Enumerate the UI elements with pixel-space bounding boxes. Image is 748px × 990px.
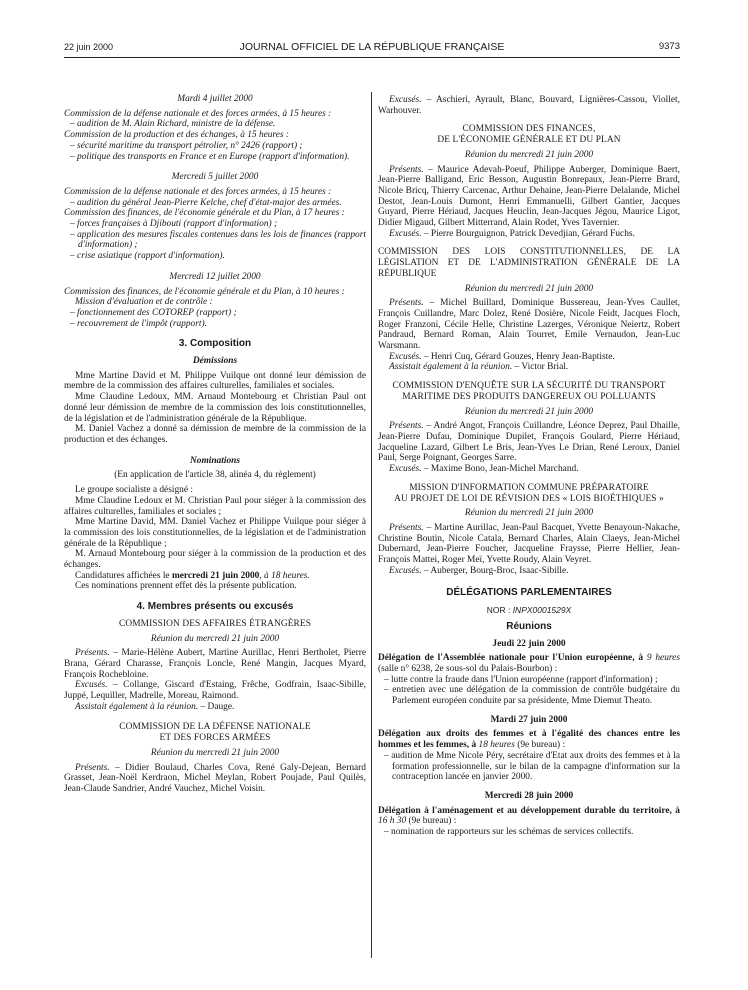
nor-reference: NOR : INPX0001529X bbox=[486, 605, 572, 616]
paragraph: Le groupe socialiste a désigné : bbox=[75, 485, 193, 496]
page-number: 9373 bbox=[658, 41, 680, 52]
agenda-item: – audition de M. Alain Richard, ministre de la défense. bbox=[70, 119, 276, 130]
paragraph: Mme Claudine Ledoux, MM. Arnaud Montebourg et Christian Paul ont donné leur démission de membre de la commission des lois constitutionnelles, de la législation et de l'administration générale de la République. bbox=[64, 392, 366, 424]
agenda-item: – lutte contre la fraude dans l'Union européenne (rapport d'information) ; bbox=[384, 674, 658, 685]
meeting-date: Réunion du mercredi 21 juin 2000 bbox=[150, 633, 280, 644]
attendance-excuses: Excusés. – Henri Cuq, Gérard Gouzes, Henry Jean-Baptiste. bbox=[389, 351, 615, 362]
agenda-commission: Commission des finances, de l'économie générale et du Plan, à 10 heures : bbox=[64, 286, 345, 297]
header-date: 22 juin 2000 bbox=[64, 42, 114, 52]
agenda-item: – forces françaises à Djibouti (rapport d'information) ; bbox=[70, 219, 278, 230]
day-heading: Mardi 4 juillet 2000 bbox=[177, 94, 253, 104]
day-heading: Mardi 27 juin 2000 bbox=[490, 714, 568, 725]
page-header bbox=[64, 42, 680, 56]
day-heading: Jeudi 22 juin 2000 bbox=[492, 638, 566, 649]
agenda-mission: Mission d'évaluation et de contrôle : bbox=[75, 297, 213, 308]
day-heading: Mercredi 5 juillet 2000 bbox=[171, 172, 259, 183]
right-column bbox=[378, 95, 680, 838]
agenda-item: – sécurité maritime du transport pétrolier, n° 2426 (rapport) ; bbox=[70, 140, 303, 151]
subsection-title: Nominations bbox=[189, 455, 240, 466]
attendance-excuses: Excusés. – Pierre Bourguignon, Patrick Devedjian, Gérard Fuchs. bbox=[389, 228, 635, 239]
candidatures-line: Candidatures affichées le mercredi 21 juin 2000, à 18 heures. bbox=[75, 570, 310, 581]
section-title: DÉLÉGATIONS PARLEMENTAIRES bbox=[446, 587, 612, 599]
meeting-date: Réunion du mercredi 21 juin 2000 bbox=[464, 283, 594, 294]
meeting-date: Réunion du mercredi 21 juin 2000 bbox=[150, 747, 280, 758]
attendance-presents: Présents. – Marie-Hélène Aubert, Martine Aurillac, Henri Bertholet, Pierre Brana, Gérard Charasse, François Loncle, René Mangin, Jacques Myard, François Rochebloine. bbox=[64, 648, 366, 680]
day-heading: Mercredi 28 juin 2000 bbox=[484, 790, 574, 801]
agenda-item: – recouvrement de l'impôt (rapport). bbox=[70, 318, 207, 329]
meeting-date: Réunion du mercredi 21 juin 2000 bbox=[464, 406, 594, 417]
agenda-item: – nomination de rapporteurs sur les schémas de services collectifs. bbox=[384, 827, 634, 838]
commission-title: MISSION D'INFORMATION COMMUNE PRÉPARATOIRE bbox=[409, 482, 649, 493]
attendance-presents: Présents. – Michel Buillard, Dominique Bussereau, Jean-Yves Caullet, François Cuillandre, Marc Dolez, René Dosière, Nicole Feidt, Jacques Floch, Roger Franzoni, Cécile Helle, Christine Lazerges, Véronique Neiertz, Robert Pandraud, Bernard Roman, Alain Tourret, Emile Vernaudon, Jean-Luc Warsmann. bbox=[378, 298, 680, 352]
left-column bbox=[64, 94, 366, 795]
agenda-item: – audition du général Jean-Pierre Kelche, chef d'état-major des armées. bbox=[70, 197, 342, 208]
agenda-commission: Commission de la défense nationale et des forces armées, à 15 heures : bbox=[64, 108, 332, 119]
meeting-date: Réunion du mercredi 21 juin 2000 bbox=[464, 149, 594, 160]
delegation-title: Délégation de l'Assemblée nationale pour l'Union européenne, à 9 heures (salle n° 6238, 2e sous-sol du Palais-Bourbon) : bbox=[378, 653, 680, 674]
section-title: 3. Composition bbox=[178, 338, 252, 350]
subsection-title: Réunions bbox=[506, 620, 552, 632]
journal-title: JOURNAL OFFICIEL DE LA RÉPUBLIQUE FRANÇAISE bbox=[239, 41, 505, 53]
column-divider bbox=[371, 92, 372, 958]
agenda-item: – application des mesures fiscales contenues dans les lois de finances (rapport d'information) ; bbox=[70, 229, 366, 251]
commission-title: COMMISSION DE LA DÉFENSE NATIONALE bbox=[119, 722, 311, 733]
commission-title: COMMISSION DES LOIS CONSTITUTIONNELLES, DE LA LÉGISLATION ET DE L'ADMINISTRATION GÉNÉRALE DE LA RÉPUBLIQUE bbox=[378, 247, 680, 279]
commission-title: MARITIME DES PRODUITS DANGEREUX OU POLLUANTS bbox=[402, 391, 656, 402]
commission-title: ET DES FORCES ARMÉES bbox=[159, 733, 271, 744]
paragraph: Mme Martine David et M. Philippe Vuilque ont donné leur démission de membre de la commission des affaires culturelles, familiales et sociales. bbox=[64, 370, 366, 392]
attendance-assist: Assistait également à la réunion. – Victor Brial. bbox=[389, 362, 569, 373]
attendance-excuses: Excusés. – Maxime Bono, Jean-Michel Marchand. bbox=[389, 464, 579, 475]
commission-title: COMMISSION DES FINANCES, bbox=[462, 124, 596, 135]
day-heading: Mercredi 12 juillet 2000 bbox=[169, 271, 261, 282]
paragraph: Mme Martine David, MM. Daniel Vachez et Philippe Vuilque pour siéger à la commission des lois constitutionnelles, de la législation et de l'administration générale de la République ; bbox=[64, 517, 366, 549]
meeting-date: Réunion du mercredi 21 juin 2000 bbox=[464, 508, 594, 519]
attendance-excuses: Excusés. – Aschieri, Ayrault, Blanc, Bouvard, Lignières-Cassou, Viollet, Warhouver. bbox=[378, 95, 680, 116]
agenda-item: – fonctionnement des COTOREP (rapport) ; bbox=[70, 307, 237, 318]
attendance-assist: Assistait également à la réunion. – Dauge. bbox=[75, 701, 235, 712]
delegation-title: Délégation à l'aménagement et au développement durable du territoire, à 16 h 30 (9e bureau) : bbox=[378, 805, 680, 827]
commission-title: COMMISSION D'ENQUÊTE SUR LA SÉCURITÉ DU TRANSPORT bbox=[392, 381, 666, 392]
agenda-commission: Commission de la défense nationale et des forces armées, à 15 heures : bbox=[64, 186, 332, 197]
attendance-excuses: Excusés. – Auberger, Bourg-Broc, Isaac-Sibille. bbox=[389, 565, 569, 576]
attendance-excuses: Excusés. – Collange, Giscard d'Estaing, Frêche, Godfrain, Isaac-Sibille, Juppé, Lequiller, Madrelle, Moreau, Raimond. bbox=[64, 680, 366, 702]
attendance-presents: Présents. – Didier Boulaud, Charles Cova, René Galy-Dejean, Bernard Grasset, Jean-Noël Kerdraon, Michel Meylan, Robert Poujade, Paul Quilès, Jean-Claude Sandrier, André Vauchez, Michel Voisin. bbox=[64, 762, 366, 794]
attendance-presents: Présents. – Martine Aurillac, Jean-Paul Bacquet, Yvette Benayoun-Nakache, Christine Boutin, Nicole Catala, Bernard Charles, Alain Claeys, Jean-Michel Dubernard, Jean-Pierre Foucher, Jacqueline Fraysse, Pierre Hellier, Jean-François Mattei, Roger Meï, Yvette Roudy, Alain Veyret. bbox=[378, 522, 680, 566]
agenda-commission: Commission des finances, de l'économie générale et du Plan, à 17 heures : bbox=[64, 208, 345, 219]
paragraph: M. Arnaud Montebourg pour siéger à la commission de la production et des échanges. bbox=[64, 549, 366, 571]
agenda-item: – audition de Mme Nicole Péry, secrétaire d'Etat aux droits des femmes et à la formation professionnelle, sur le bilan de la campagne d'information sur la contraception lancée en janvier 2000. bbox=[384, 750, 680, 783]
delegation-title: Délégation aux droits des femmes et à l'égalité des chances entre les hommes et les femmes, à 18 heures (9e bureau) : bbox=[378, 729, 680, 751]
subsection-title: Démissions bbox=[192, 356, 238, 367]
agenda-item: – politique des transports en France et en Europe (rapport d'information). bbox=[70, 151, 350, 162]
paragraph: Mme Claudine Ledoux et M. Christian Paul pour siéger à la commission des affaires culturelles, familiales et sociales ; bbox=[64, 495, 366, 517]
commission-title: AU PROJET DE LOI DE RÉVISION DES « LOIS BIOÉTHIQUES » bbox=[394, 493, 664, 504]
attendance-presents: Présents. – Maurice Adevah-Poeuf, Philippe Auberger, Dominique Baert, Jean-Pierre Balligand, Eric Besson, Augustin Bonrepaux, Jean-Pierre Brard, Nicole Bricq, Thierry Carcenac, Arthur Dehaine, Jean-Pierre Delalande, Michel Destot, Jean-Louis Dumont, Henri Emmanuelli, Gilbert Gantier, Jacques Guyard, Pierre Hériaud, Jacques Heuclin, Jean-Jacques Jégou, Maurice Ligot, Didier Migaud, Gilbert Mitterrand, Alain Rodet, Yves Tavernier. bbox=[378, 164, 680, 229]
header-rule bbox=[64, 57, 680, 58]
commission-title: COMMISSION DES AFFAIRES ÉTRANGÈRES bbox=[118, 618, 312, 629]
paragraph: Ces nominations prennent effet dès la présente publication. bbox=[75, 581, 297, 592]
agenda-item: – crise asiatique (rapport d'information). bbox=[70, 251, 225, 262]
commission-title: DE L'ÉCONOMIE GÉNÉRALE ET DU PLAN bbox=[437, 135, 621, 146]
agenda-item: – entretien avec une délégation de la commission de contrôle budgétaire du Parlement européen conduite par sa présidente, Mme Diemut Theato. bbox=[384, 685, 680, 707]
agenda-commission: Commission de la production et des échanges, à 15 heures : bbox=[64, 130, 290, 141]
section-title: 4. Membres présents ou excusés bbox=[136, 601, 294, 613]
regulation-reference: (En application de l'article 38, alinéa 4, du règlement) bbox=[114, 470, 316, 481]
attendance-presents: Présents. – André Angot, François Cuillandre, Léonce Deprez, Paul Dhaille, Jean-Pierre Dufau, Dominique Dupilet, François Goulard, Pierre Hériaud, Jacqueline Lazard, Gilbert Le Bris, Jean-Yves Le Drian, René Leroux, Daniel Paul, Serge Poignant, Georges Sarre. bbox=[378, 421, 680, 464]
paragraph: M. Daniel Vachez a donné sa démission de membre de la commission de la production et des échanges. bbox=[64, 424, 366, 445]
